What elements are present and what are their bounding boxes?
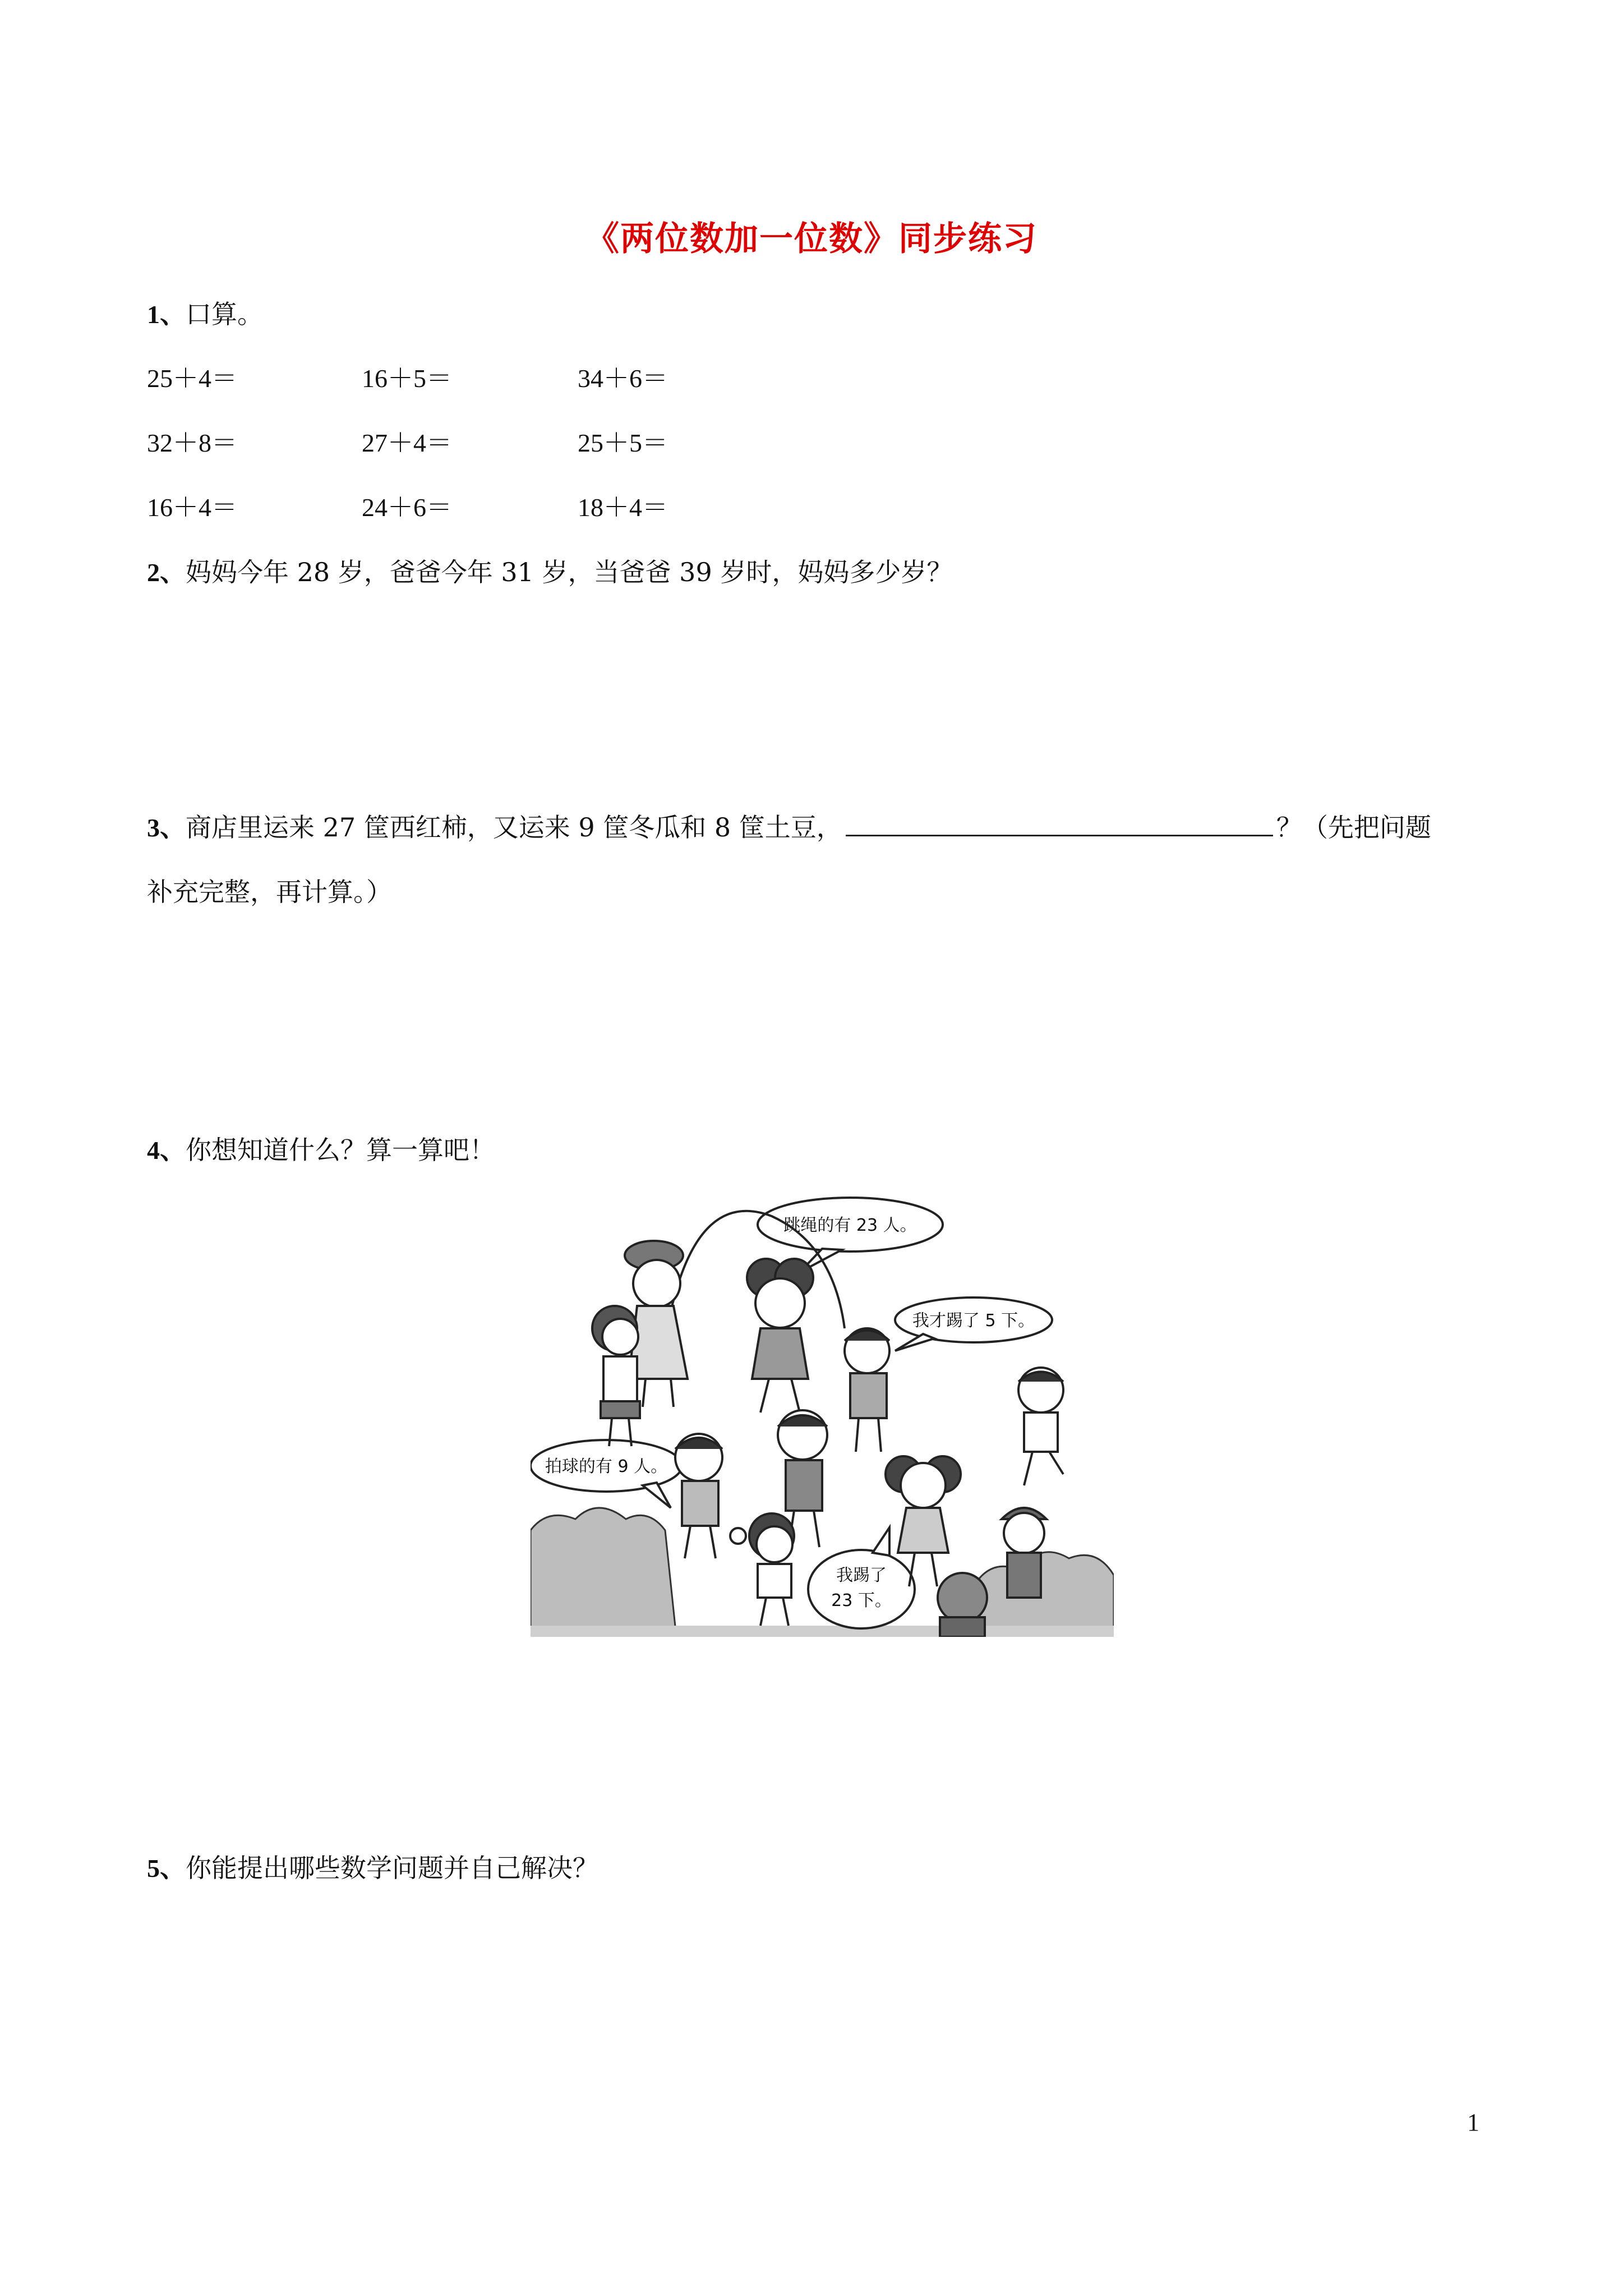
oral-math-item: 16＋5＝ — [362, 364, 452, 393]
question-3-text-before: 商店里运来 27 筐西红柿，又运来 9 筐冬瓜和 8 筐土豆， — [186, 812, 842, 843]
question-3-number: 3、 — [147, 813, 186, 842]
answer-blank-line[interactable] — [846, 812, 1273, 836]
question-1 — [147, 297, 263, 332]
child-figure — [1002, 1508, 1046, 1598]
oral-math-item: 27＋4＝ — [362, 429, 452, 457]
bubble-kick-many-line2: 23 下。 — [831, 1591, 892, 1611]
bubble-jump-rope-text: 跳绳的有 23 人。 — [783, 1216, 917, 1235]
question-3-continuation: 补充完整，再计算。） — [147, 877, 392, 907]
question-4 — [147, 1133, 495, 1167]
question-1-text: 口算。 — [186, 299, 263, 329]
question-3-text-after: ？（先把问题 — [1276, 812, 1431, 843]
question-1-number: 1、 — [147, 300, 186, 329]
child-figure — [592, 1306, 640, 1446]
child-figure — [1018, 1368, 1063, 1485]
question-2-text: 妈妈今年 28 岁，爸爸今年 31 岁，当爸爸 39 岁时，妈妈多少岁？ — [186, 557, 953, 587]
oral-math-item: 34＋6＝ — [578, 364, 668, 393]
oral-math-item: 25＋5＝ — [578, 429, 668, 457]
question-2-number: 2、 — [147, 558, 186, 587]
page-title: 《两位数加一位数》同步练习 — [585, 219, 1038, 259]
oral-math-item: 18＋4＝ — [578, 493, 668, 522]
question-5-text: 你能提出哪些数学问题并自己解决？ — [186, 1853, 598, 1883]
question-2 — [147, 555, 952, 590]
question-4-text: 你想知道什么？算一算吧！ — [186, 1135, 495, 1165]
child-figure — [845, 1328, 889, 1452]
question-5-number: 5、 — [147, 1854, 186, 1883]
child-figure — [938, 1573, 987, 1637]
question-5 — [147, 1851, 598, 1885]
child-figure — [747, 1259, 813, 1412]
oral-math-item: 24＋6＝ — [362, 493, 452, 522]
bubble-pat-ball-text: 拍球的有 9 人。 — [545, 1457, 668, 1476]
oral-math-item: 16＋4＝ — [147, 493, 237, 522]
child-figure — [675, 1434, 746, 1558]
oral-math-item: 32＋8＝ — [147, 429, 237, 457]
bubble-kick-few-text: 我才踢了 5 下。 — [912, 1311, 1035, 1331]
question-3 — [147, 811, 1431, 845]
oral-math-item: 25＋4＝ — [147, 364, 237, 393]
child-figure — [749, 1513, 794, 1626]
playground-illustration — [531, 1194, 1114, 1637]
bubble-kick-many-line1: 我踢了 — [836, 1566, 887, 1585]
page-number: 1 — [1467, 2109, 1479, 2136]
question-4-number: 4、 — [147, 1136, 186, 1165]
speech-bubble-pat-ball — [531, 1440, 682, 1508]
speech-bubble-kick-few — [895, 1297, 1052, 1351]
